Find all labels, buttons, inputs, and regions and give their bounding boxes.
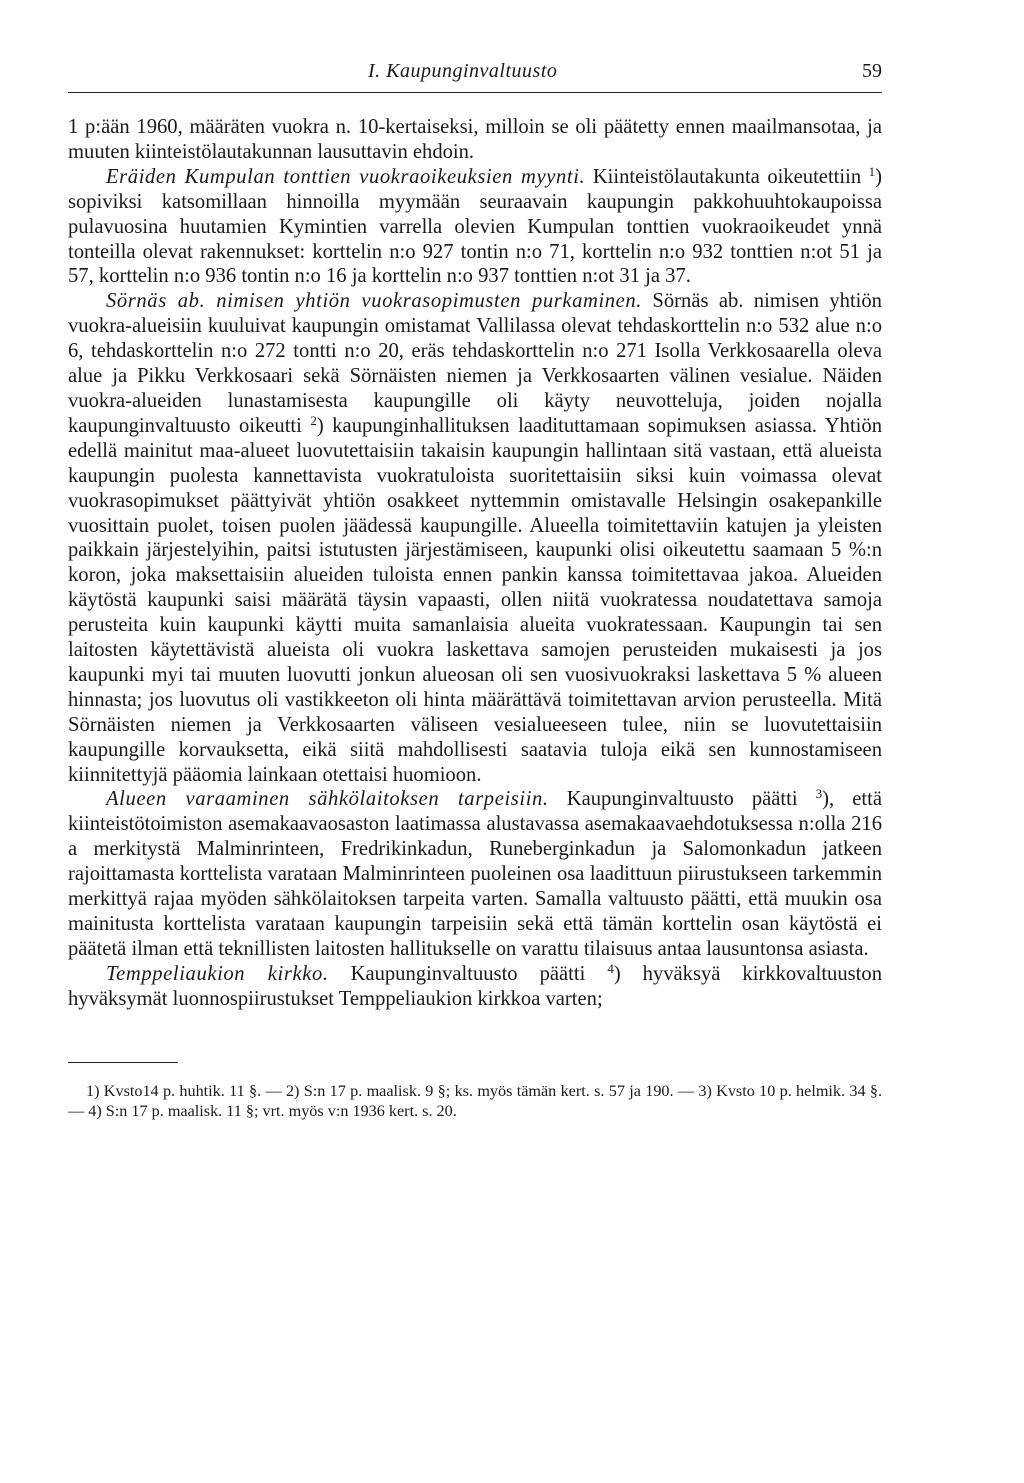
footnote-ref: 1 xyxy=(868,163,876,179)
text-run: ) hyväksyä kirkkovaltuuston hyväksymät luonnospiirustukset Temppeliaukion kirkkoa varten; xyxy=(68,962,882,1010)
section-heading: Alueen varaaminen sähkölaitoksen tarpeisiin. xyxy=(106,788,549,811)
footnote-ref: 3 xyxy=(815,786,823,802)
text-run: Sörnäs ab. nimisen yhtiön vuokra-alueisiin kuuluivat kaupungin omistamat Vallilassa olevat tehdaskorttelin n:o 532 alue n:o 6, tehdaskorttelin n:o 272 tontti n:o 20, eräs tehdaskorttelin n:o 271 Isolla Verkkosaarella oleva alue ja Pikku Verkkosaari sekä Sörnäisten niemen ja Verkkosaarten välinen vesialue. Näiden vuokra-alueiden lunastamisesta kaupungille oli käyty neuvotteluja, joiden nojalla kaupunginvaltuusto oikeutti xyxy=(68,290,882,437)
section-heading: Temppeliaukion kirkko. xyxy=(106,962,329,985)
page-number: 59 xyxy=(862,60,882,82)
text-run: Kaupunginvaltuusto päätti xyxy=(328,962,608,985)
text-run: ) kaupunginhallituksen laadituttamaan sopimuksen asiassa. Yhtiön edellä mainitut maa-alueet luovutettaisiin takaisin kaupungin hallintaan sitä vastaan, että alueista kaupungin puolesta kannettavista vuokratuloista suoritettaisiin siksi kuin voimassa olevat vuokrasopimukset päättyivät yhtiön osakkeet nyttemmin omistavalle Helsingin osakepankille vuosittain puolet, toisen puolen jäädessä kaupungille. Alueella toimitettaviin katujen ja yleisten paikkain järjestelyihin, paitsi istutusten järjestämiseen, kaupunki olisi oikeutettu saamaan 5 %:n koron, joka maksettaisiin alueiden tuloista ennen pankin kanssa toimitettavaa jakoa. Alueiden käytöstä kaupunki saisi määrätä täysin vapaasti, ollen niitä vuokratessa noudatettava samoja perusteita kuin kaupunki käytti muita samanlaisia alueita vuokratessaan. Kaupungin tai sen laitosten käytettävistä alueista oli vuokra laskettava samojen perusteiden mukaisesti ja jos kaupunki myi tai muuten luovutti jonkun alueosan oli sen vuosivuokraksi laskettava 5 % alueen hinnasta; jos luovutus oli vastikkeeton oli hinta määrättävä toimitettavan arvion perusteella. Mitä Sörnäisten niemen ja Verkkosaarten väliseen vesialueeseen tulee, niin se luovutettaisiin kaupungille korvauksetta, eikä siitä mahdollisesti saatavia tuloja eikä sen kunnostamiseen kiinnitettyjä pääomia lainkaan otettaisi huomioon. xyxy=(68,414,882,786)
paragraph xyxy=(68,115,882,165)
section-heading: Eräiden Kumpulan tonttien vuokraoikeuksien myynti. xyxy=(106,165,586,188)
text-run: Kiinteistölautakunta oikeutettiin xyxy=(585,165,869,188)
document-page xyxy=(68,52,882,1122)
footnote-rule xyxy=(68,1062,178,1063)
text-run: Kaupunginvaltuusto päätti xyxy=(548,788,816,811)
body-text xyxy=(68,115,882,1012)
footnote-ref: 2 xyxy=(310,412,317,428)
footnote-text: 1) Kvsto14 p. huhtik. 11 §. — 2) S:n 17 p. maalisk. 9 §; ks. myös tämän kert. s. 57 ja 190. — 3) Kvsto 10 p. helmik. 34 §. — 4) S:n 17 p. maalisk. 11 §; vrt. myös v:n 1936 kert. s. 20. xyxy=(68,1081,882,1121)
text-run: 1 p:ään 1960, määräten vuokra n. 10-kertaiseksi, milloin se oli päätetty ennen maailmansotaa, ja muuten kiinteistölautakunnan lausuttavin ehdoin. xyxy=(68,116,882,163)
section-heading: Sörnäs ab. nimisen yhtiön vuokrasopimusten purkaminen. xyxy=(106,290,643,313)
text-run: ), että kiinteistötoimiston asemakaavaosaston laatimassa alustavassa asemakaavaehdotuksessa n:olla 216 a merkitystä Malminrinteen, Fredrikinkadun, Runeberginkadun ja Salomonkadun jatkeen rajoittamasta korttelista varataan Malminrinteen puoleinen osa laadittuun piirustukseen tarkemmin merkittyä rajaa myöden sähkölaitoksen tarpeita varten. Samalla valtuusto päätti, että muukin osa mainitusta korttelista varataan kaupungin tarpeisiin sekä että tämän korttelin osan käytöstä ei päätetä ilman että teknillisten laitosten hallitukselle on varattu tilaisuus antaa lausuntonsa asiasta. xyxy=(68,788,882,960)
running-header xyxy=(68,52,882,93)
paragraph-sornas xyxy=(68,289,882,787)
paragraph-temppeliaukio xyxy=(68,962,882,1012)
footnotes xyxy=(68,1081,882,1122)
paragraph-sahkolaitos xyxy=(68,787,882,961)
header-title: I. Kaupunginvaltuusto xyxy=(368,60,558,82)
footnote-ref: 4 xyxy=(607,960,614,976)
paragraph-kumpula xyxy=(68,165,882,290)
text-run: ) sopiviksi katsomillaan hinnoilla myymään seuraavain kaupungin pakkohuuhtokaupoissa pulavuosina huutamien Kymintien varrella olevien Kumpulan tonttien vuokraoikeudet ynnä tonteilla olevat rakennukset: korttelin n:o 927 tontin n:o 71, korttelin n:o 932 tonttien n:ot 51 ja 57, korttelin n:o 936 tontin n:o 16 ja korttelin n:o 937 tonttien n:ot 31 ja 37. xyxy=(68,165,883,288)
